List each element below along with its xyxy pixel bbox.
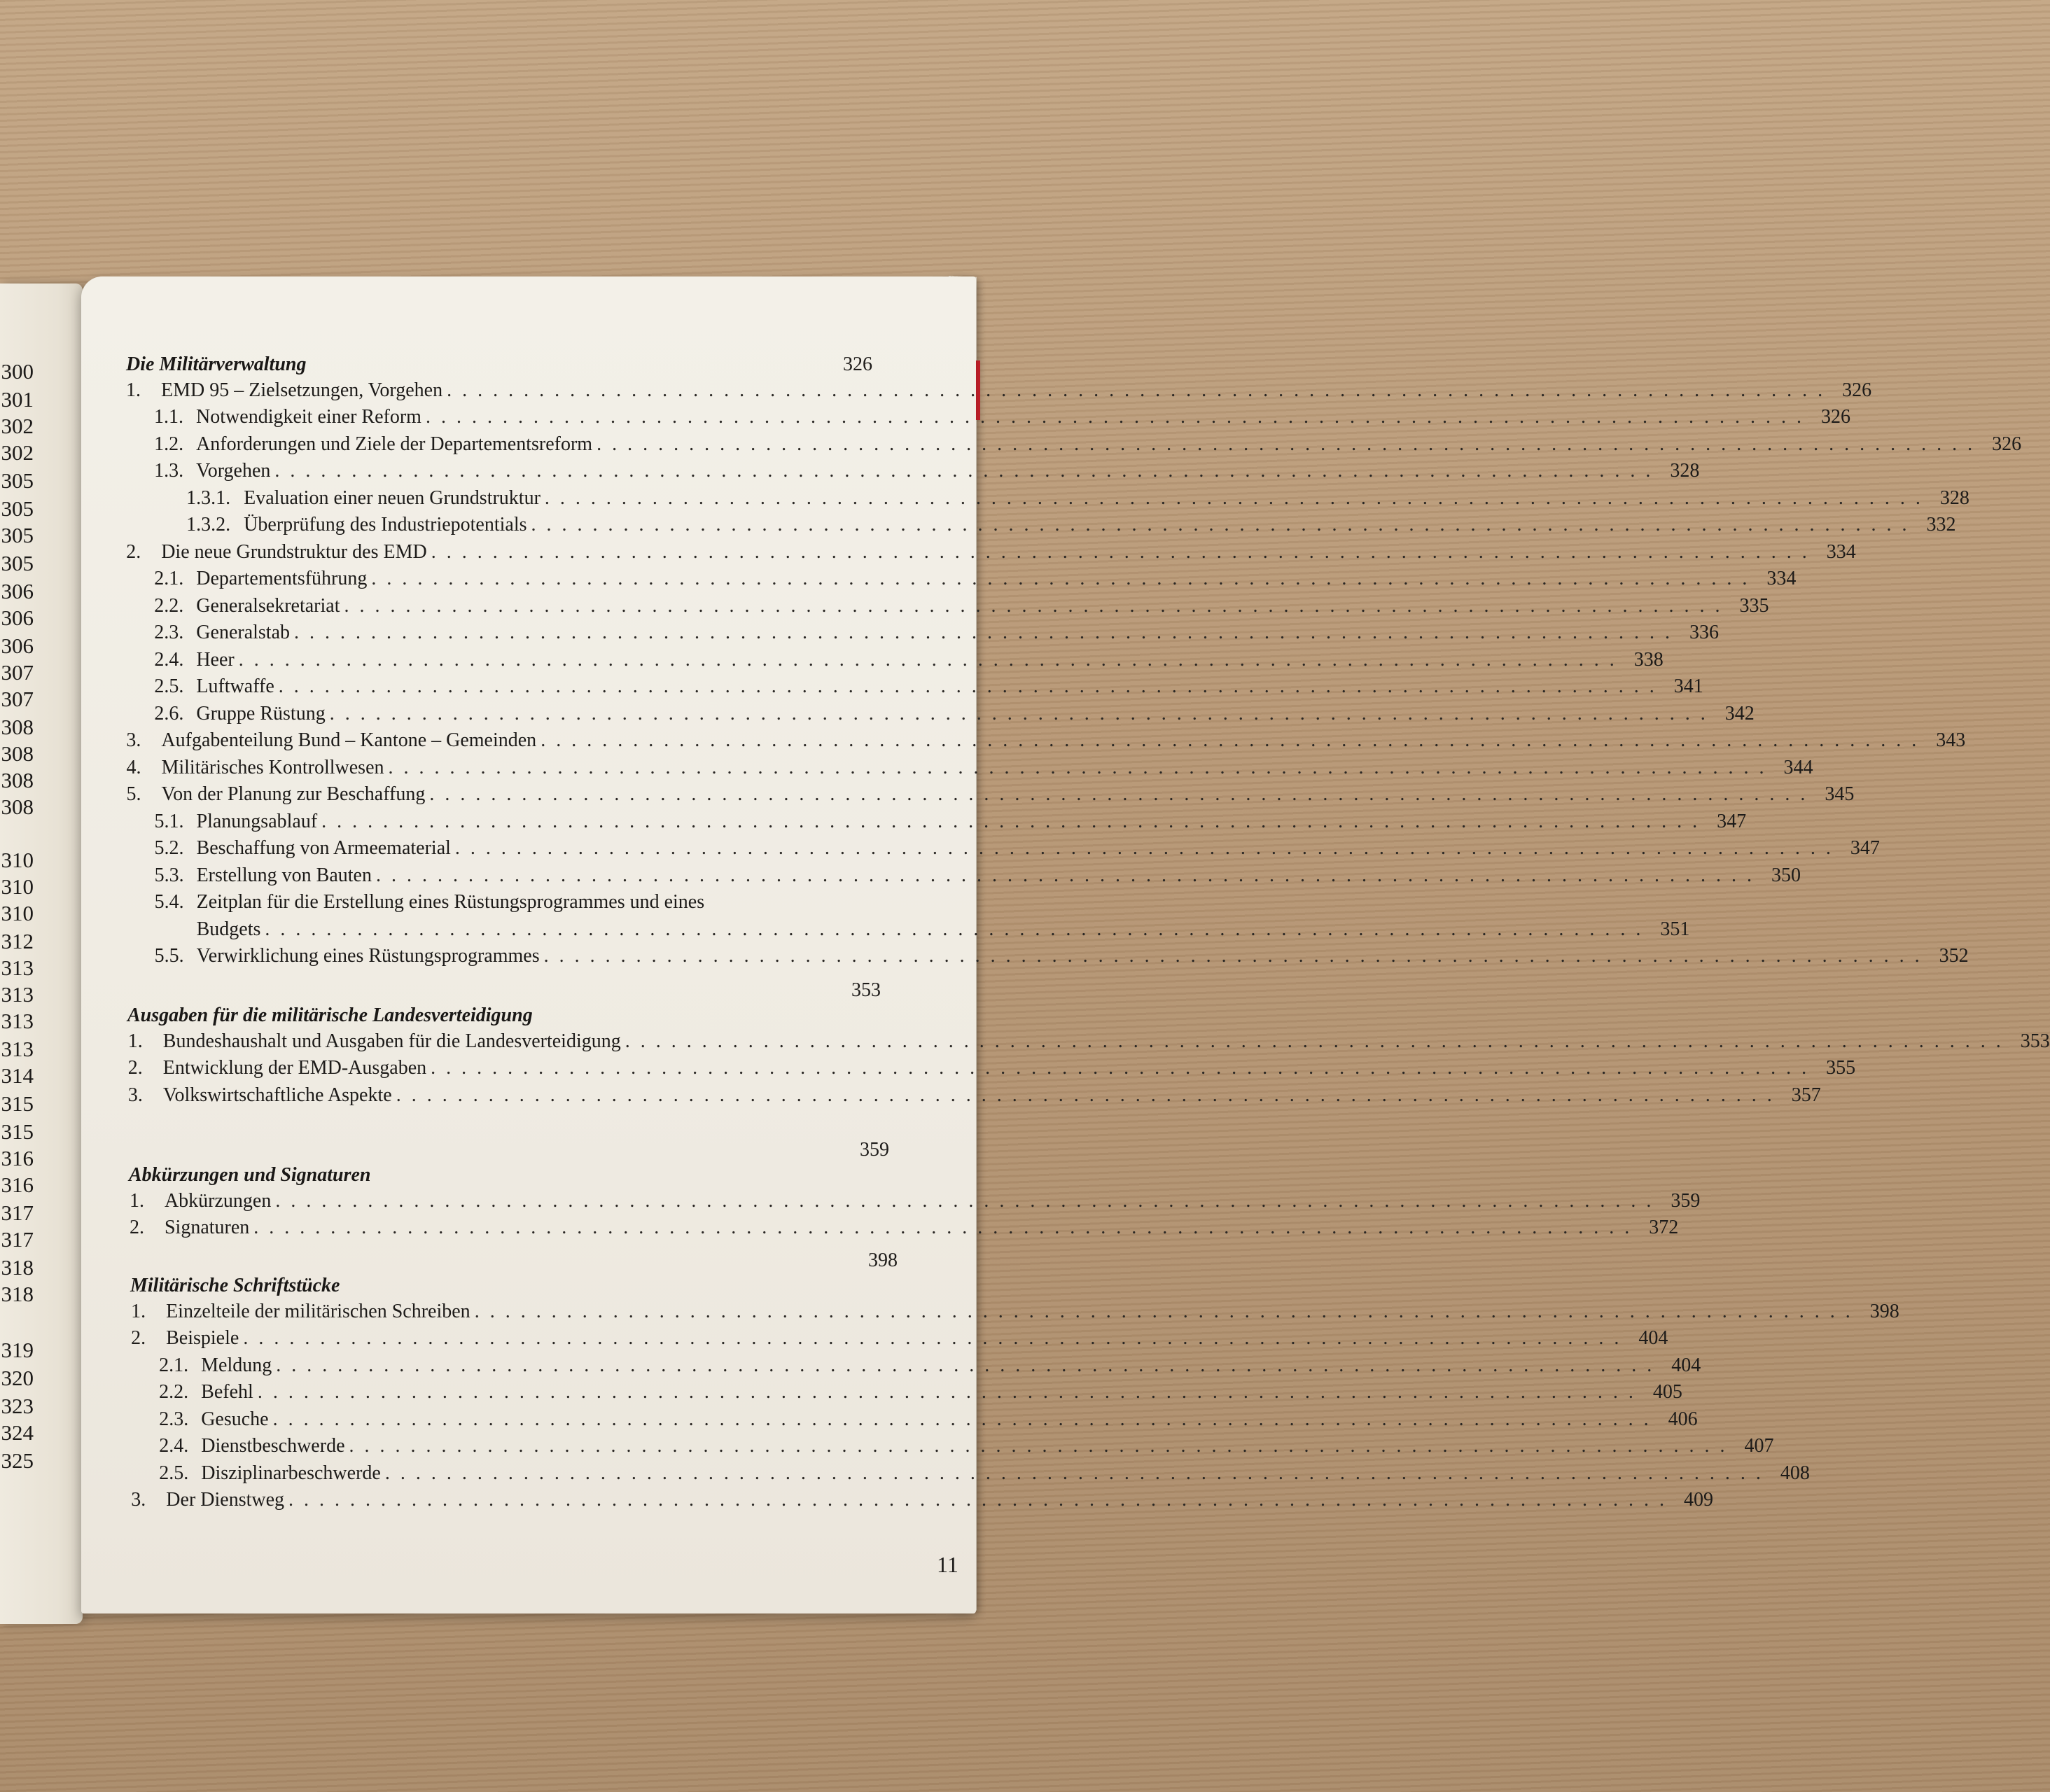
dot-leader: . . . . . . . . . . . . . . . . . . . . . . . . . . . . . . . . . . . . . . . . . . . . . . . . . . . . . . . . . . . . . . . . . . . . . . . . . . . . . . . . . . . . . . . . . . [425, 406, 1804, 428]
toc-entry-number: 1. [126, 379, 141, 401]
left-page-number: 315 [1, 1119, 34, 1144]
toc-entry-text: Evaluation einer neuen Grundstruktur [244, 486, 541, 509]
left-page-number: 310 [1, 874, 34, 899]
dot-leader: . . . . . . . . . . . . . . . . . . . . . . . . . . . . . . . . . . . . . . . . . . . . . . . . . . . . . . . . . . . . . . . . . . . . . . . . . . . . . . . . . . . . . . . . . . [388, 756, 1767, 778]
dot-leader: . . . . . . . . . . . . . . . . . . . . . . . . . . . . . . . . . . . . . . . . . . . . . . . . . . . . . . . . . . . . . . . . . . . . . . . . . . . . . . . . . . . . . . . . . . [454, 837, 1834, 859]
toc-entry-text: Budgets [196, 918, 261, 940]
toc-entry-text: Abkürzungen [164, 1189, 272, 1212]
left-page-number: 317 [1, 1227, 34, 1252]
left-page-number: 320 [1, 1366, 34, 1390]
left-page-number: 308 [1, 794, 34, 819]
left-page-number: 324 [1, 1420, 34, 1445]
toc-entry [154, 648, 1664, 671]
toc-entry-page: 407 [1744, 1435, 1774, 1457]
toc-entry-text: Dienstbeschwerde [201, 1435, 345, 1457]
left-page-number: 308 [1, 768, 34, 792]
toc-entry-text: Verwirklichung eines Rüstungsprogrammes [196, 945, 540, 967]
left-page-number: 313 [1, 1037, 34, 1061]
toc-entry-page: 345 [1825, 783, 1855, 805]
toc-entry-page: 357 [1791, 1084, 1821, 1106]
page-number: 11 [937, 1552, 958, 1577]
toc-entry-text: Der Dienstweg [166, 1489, 285, 1511]
dot-leader: . . . . . . . . . . . . . . . . . . . . . . . . . . . . . . . . . . . . . . . . . . . . . . . . . . . . . . . . . . . . . . . . . . . . . . . . . . . . . . . . . . . . . . . . . . [238, 648, 1617, 671]
dot-leader: . . . . . . . . . . . . . . . . . . . . . . . . . . . . . . . . . . . . . . . . . . . . . . . . . . . . . . . . . . . . . . . . . . . . . . . . . . . . . . . . . . . . . . . . . . [384, 1462, 1764, 1484]
dot-leader: . . . . . . . . . . . . . . . . . . . . . . . . . . . . . . . . . . . . . . . . . . . . . . . . . . . . . . . . . . . . . . . . . . . . . . . . . . . . . . . . . . . . . . . . . . [429, 783, 1808, 805]
toc-entry-text: Meldung [201, 1354, 272, 1376]
dot-leader: . . . . . . . . . . . . . . . . . . . . . . . . . . . . . . . . . . . . . . . . . . . . . . . . . . . . . . . . . . . . . . . . . . . . . . . . . . . . . . . . . . . . . . . . . . [447, 379, 1826, 401]
toc-entry-text: Militärisches Kontrollwesen [161, 756, 384, 778]
toc-entry-number: 2.2. [154, 594, 184, 617]
toc-entry-number: 2.1. [154, 568, 184, 589]
dot-leader: . . . . . . . . . . . . . . . . . . . . . . . . . . . . . . . . . . . . . . . . . . . . . . . . . . . . . . . . . . . . . . . . . . . . . . . . . . . . . . . . . . . . . . . . . . [243, 1327, 1622, 1349]
dot-leader: . . . . . . . . . . . . . . . . . . . . . . . . . . . . . . . . . . . . . . . . . . . . . . . . . . . . . . . . . . . . . . . . . . . . . . . . . . . . . . . . . . . . . . . . . . [349, 1435, 1728, 1457]
left-page-number: 318 [1, 1255, 34, 1280]
toc-entry [127, 1030, 2050, 1052]
right-page [81, 276, 2050, 1614]
left-page-number: 305 [1, 468, 34, 493]
toc-entry [154, 702, 1755, 724]
toc-entry-page: 347 [1717, 810, 1747, 832]
dot-leader: . . . . . . . . . . . . . . . . . . . . . . . . . . . . . . . . . . . . . . . . . . . . . . . . . . . . . . . . . . . . . . . . . . . . . . . . . . . . . . . . . . . . . . . . . . [625, 1030, 2004, 1052]
toc-entry-number: 5.1. [154, 810, 184, 832]
toc-entry [127, 1057, 1856, 1079]
toc-entry-text: EMD 95 – Zielsetzungen, Vorgehen [161, 379, 443, 401]
left-page-number: 323 [1, 1394, 34, 1418]
left-page-number: 301 [1, 387, 34, 412]
dot-leader: . . . . . . . . . . . . . . . . . . . . . . . . . . . . . . . . . . . . . . . . . . . . . . . . . . . . . . . . . . . . . . . . . . . . . . . . . . . . . . . . . . . . . . . . . . [272, 1408, 1652, 1430]
left-page-number: 307 [1, 660, 34, 685]
toc-entry-page: 332 [1926, 514, 1956, 536]
toc-entry [154, 568, 1797, 589]
toc-entry-page: 352 [1939, 945, 1969, 967]
toc-entry [131, 1300, 1899, 1322]
toc-entry-text: Erstellung von Bauten [196, 864, 372, 886]
toc-entry-number: 2.2. [159, 1381, 189, 1403]
toc-entry-page: 326 [1820, 406, 1850, 428]
toc-entry-page: 326 [1842, 379, 1872, 401]
toc-entry-text: Heer [196, 648, 235, 671]
toc-entry-number: 1.3.1. [186, 486, 231, 509]
toc-entry-number: 2.4. [159, 1435, 189, 1457]
toc-entry-text: Beispiele [166, 1327, 239, 1349]
left-page-number: 308 [1, 715, 34, 739]
toc-entry-number: 3. [127, 1084, 143, 1106]
dot-leader: . . . . . . . . . . . . . . . . . . . . . . . . . . . . . . . . . . . . . . . . . . . . . . . . . . . . . . . . . . . . . . . . . . . . . . . . . . . . . . . . . . . . . . . . . . [276, 1354, 1655, 1376]
section-title: Abkürzungen und Signaturen [129, 1164, 371, 1186]
toc-entry-number: 1.3.2. [186, 514, 231, 536]
section-title: Ausgaben für die militärische Landesverteidigung [127, 1004, 533, 1026]
toc-entry [154, 433, 2022, 455]
toc-entry [154, 864, 1801, 886]
dot-leader: . . . . . . . . . . . . . . . . . . . . . . . . . . . . . . . . . . . . . . . . . . . . . . . . . . . . . . . . . . . . . . . . . . . . . . . . . . . . . . . . . . . . . . . . . . [288, 1489, 1668, 1511]
toc-entry-number: 5.2. [154, 837, 184, 859]
toc-entry-number: 1. [131, 1300, 146, 1322]
toc-entry-text: Die neue Grundstruktur des EMD [161, 540, 427, 563]
toc-entry [126, 540, 1856, 563]
toc-entry-text: Signaturen [164, 1217, 250, 1238]
dot-leader: . . . . . . . . . . . . . . . . . . . . . . . . . . . . . . . . . . . . . . . . . . . . . . . . . . . . . . . . . . . . . . . . . . . . . . . . . . . . . . . . . . . . . . . . . . [544, 486, 1923, 509]
toc-entry [154, 594, 1769, 617]
toc-entry-number: 5.5. [154, 945, 184, 967]
toc-entry-page: 342 [1724, 702, 1755, 724]
toc-entry-page: 355 [1826, 1057, 1856, 1079]
toc-entry [159, 1381, 1682, 1403]
toc-entry-page: 409 [1684, 1489, 1714, 1511]
toc-entry [126, 379, 1872, 401]
toc-entry-text: Luftwaffe [196, 676, 274, 697]
dot-leader: . . . . . . . . . . . . . . . . . . . . . . . . . . . . . . . . . . . . . . . . . . . . . . . . . . . . . . . . . . . . . . . . . . . . . . . . . . . . . . . . . . . . . . . . . . [543, 945, 1923, 967]
toc-entry-number: 5.3. [154, 864, 184, 886]
toc-entry [154, 622, 1720, 643]
toc-entry [159, 1462, 1810, 1484]
toc-entry-page: 328 [1939, 486, 1969, 509]
toc-entry [186, 486, 1969, 509]
left-page [0, 284, 83, 1624]
toc-entry-number: 2. [126, 540, 141, 563]
toc-entry-number: 1. [127, 1030, 143, 1052]
section-page-number: 353 [851, 979, 881, 1001]
toc-entry-number: 1.1. [154, 406, 184, 428]
left-page-number: 302 [1, 414, 34, 438]
left-page-number: 310 [1, 848, 34, 872]
toc-entry [129, 1189, 1701, 1212]
left-page-number: 310 [1, 901, 34, 925]
toc-entry-text: Aufgabenteilung Bund – Kantone – Gemeinden [161, 729, 537, 751]
toc-entry-page: 334 [1826, 540, 1856, 563]
toc-entry-text: Notwendigkeit einer Reform [196, 406, 421, 428]
toc-entry-page: 335 [1739, 594, 1769, 617]
dot-leader: . . . . . . . . . . . . . . . . . . . . . . . . . . . . . . . . . . . . . . . . . . . . . . . . . . . . . . . . . . . . . . . . . . . . . . . . . . . . . . . . . . . . . . . . . . [294, 622, 1673, 643]
toc-entry [126, 783, 1855, 805]
section-title: Die Militärverwaltung [126, 354, 307, 375]
dot-leader: . . . . . . . . . . . . . . . . . . . . . . . . . . . . . . . . . . . . . . . . . . . . . . . . . . . . . . . . . . . . . . . . . . . . . . . . . . . . . . . . . . . . . . . . . . [257, 1381, 1636, 1403]
toc-entry [154, 406, 1850, 428]
toc-entry-text: Generalsekretariat [196, 594, 340, 617]
left-page-number: 302 [1, 440, 34, 465]
left-page-number: 313 [1, 955, 34, 980]
dot-leader: . . . . . . . . . . . . . . . . . . . . . . . . . . . . . . . . . . . . . . . . . . . . . . . . . . . . . . . . . . . . . . . . . . . . . . . . . . . . . . . . . . . . . . . . . . [274, 460, 1654, 482]
toc-entry-page: 398 [1869, 1300, 1899, 1322]
left-page-number: 305 [1, 551, 34, 575]
left-page-number: 316 [1, 1146, 34, 1170]
dot-leader: . . . . . . . . . . . . . . . . . . . . . . . . . . . . . . . . . . . . . . . . . . . . . . . . . . . . . . . . . . . . . . . . . . . . . . . . . . . . . . . . . . . . . . . . . . [431, 540, 1810, 563]
left-page-number: 319 [1, 1338, 34, 1362]
dot-leader: . . . . . . . . . . . . . . . . . . . . . . . . . . . . . . . . . . . . . . . . . . . . . . . . . . . . . . . . . . . . . . . . . . . . . . . . . . . . . . . . . . . . . . . . . . [597, 433, 1976, 455]
toc-entry-text: Gesuche [201, 1408, 269, 1430]
toc-entry-page: 326 [1992, 433, 2022, 455]
left-page-number: 307 [1, 687, 34, 711]
left-page-number: 300 [1, 359, 34, 384]
dot-leader: . . . . . . . . . . . . . . . . . . . . . . . . . . . . . . . . . . . . . . . . . . . . . . . . . . . . . . . . . . . . . . . . . . . . . . . . . . . . . . . . . . . . . . . . . . [344, 594, 1723, 617]
toc-entry-page: 405 [1652, 1381, 1682, 1403]
toc-entry [155, 918, 1690, 940]
toc-entry-page: 406 [1668, 1408, 1698, 1430]
left-page-number: 308 [1, 741, 34, 766]
left-page-number: 316 [1, 1172, 34, 1197]
toc-entry-number: 3. [126, 729, 141, 751]
left-page-number: 318 [1, 1282, 34, 1306]
toc-entry-page: 343 [1936, 729, 1966, 751]
toc-entry-page: 347 [1850, 837, 1880, 859]
toc-entry-number: 2. [129, 1217, 144, 1238]
toc-entry-number: 1.2. [154, 433, 184, 455]
toc-entry-text: Überprüfung des Industriepotentials [244, 514, 527, 536]
toc-entry [159, 1408, 1698, 1430]
toc-entry-text: Gruppe Rüstung [196, 702, 326, 724]
toc-entry-page: 350 [1771, 864, 1801, 886]
dot-leader: . . . . . . . . . . . . . . . . . . . . . . . . . . . . . . . . . . . . . . . . . . . . . . . . . . . . . . . . . . . . . . . . . . . . . . . . . . . . . . . . . . . . . . . . . . [541, 729, 1920, 751]
toc-entry-page: 359 [1671, 1189, 1701, 1212]
toc-entry [159, 1435, 1774, 1457]
toc-entry-text: Planungsablauf [196, 810, 318, 832]
left-page-number: 314 [1, 1063, 34, 1088]
toc-entry-number: 3. [131, 1489, 146, 1511]
left-page-number: 306 [1, 634, 34, 658]
toc-entry-page: 336 [1689, 622, 1720, 643]
toc-entry-page: 341 [1673, 676, 1703, 697]
left-page-number: 306 [1, 579, 34, 603]
toc-entry-number: 2. [127, 1057, 143, 1079]
toc-entry-number: 2.4. [154, 648, 184, 671]
toc-entry [126, 729, 1966, 751]
toc-entry-number: 2.3. [154, 622, 184, 643]
toc-entry-number: 1. [129, 1189, 144, 1212]
dot-leader: . . . . . . . . . . . . . . . . . . . . . . . . . . . . . . . . . . . . . . . . . . . . . . . . . . . . . . . . . . . . . . . . . . . . . . . . . . . . . . . . . . . . . . . . . . [275, 1189, 1654, 1212]
dot-leader: . . . . . . . . . . . . . . . . . . . . . . . . . . . . . . . . . . . . . . . . . . . . . . . . . . . . . . . . . . . . . . . . . . . . . . . . . . . . . . . . . . . . . . . . . . [531, 514, 1910, 536]
toc-entry-number: 2.1. [159, 1354, 189, 1376]
toc-entry-page: 353 [2020, 1030, 2050, 1052]
toc-entry-number: 2.3. [159, 1408, 189, 1430]
toc-entry-text: Bundeshaushalt und Ausgaben für die Landesverteidigung [162, 1030, 621, 1052]
toc-entry-number: 2.5. [154, 676, 184, 697]
toc-entry-text: Volkswirtschaftliche Aspekte [162, 1084, 392, 1106]
toc-entry-number: 2.5. [159, 1462, 189, 1484]
toc-entry [154, 945, 1969, 967]
toc-entry [129, 1217, 1679, 1238]
toc-entry-number: 5.4. [154, 891, 184, 913]
toc-entry-number: 5. [126, 783, 141, 805]
dot-leader: . . . . . . . . . . . . . . . . . . . . . . . . . . . . . . . . . . . . . . . . . . . . . . . . . . . . . . . . . . . . . . . . . . . . . . . . . . . . . . . . . . . . . . . . . . [321, 810, 1701, 832]
left-page-number: 315 [1, 1091, 34, 1116]
dot-leader: . . . . . . . . . . . . . . . . . . . . . . . . . . . . . . . . . . . . . . . . . . . . . . . . . . . . . . . . . . . . . . . . . . . . . . . . . . . . . . . . . . . . . . . . . . [329, 702, 1708, 724]
left-page-number: 312 [1, 929, 34, 953]
toc-entry-number: 1.3. [154, 460, 184, 482]
left-page-number: 305 [1, 523, 34, 547]
toc-entry-text: Einzelteile der militärischen Schreiben [166, 1300, 470, 1322]
toc-entry [154, 810, 1747, 832]
toc-entry-text: Generalstab [196, 622, 291, 643]
left-page-number: 306 [1, 606, 34, 630]
left-page-number: 313 [1, 1009, 34, 1033]
toc-entry-text: Befehl [201, 1381, 253, 1403]
toc-entry-page: 408 [1780, 1462, 1810, 1484]
section-page-number: 359 [860, 1139, 889, 1161]
toc-entry-page: 338 [1633, 648, 1664, 671]
toc-entry-text: Vorgehen [196, 460, 271, 482]
toc-entry [154, 676, 1703, 697]
toc-entry-page: 351 [1660, 918, 1690, 940]
toc-entry [126, 756, 1813, 778]
left-page-number: 313 [1, 982, 34, 1007]
toc-entry-text: Entwicklung der EMD-Ausgaben [162, 1057, 427, 1079]
toc-entry-page: 344 [1783, 756, 1813, 778]
toc-entry-page: 404 [1671, 1354, 1701, 1376]
dot-leader: . . . . . . . . . . . . . . . . . . . . . . . . . . . . . . . . . . . . . . . . . . . . . . . . . . . . . . . . . . . . . . . . . . . . . . . . . . . . . . . . . . . . . . . . . . [474, 1300, 1853, 1322]
dot-leader: . . . . . . . . . . . . . . . . . . . . . . . . . . . . . . . . . . . . . . . . . . . . . . . . . . . . . . . . . . . . . . . . . . . . . . . . . . . . . . . . . . . . . . . . . . [371, 568, 1750, 589]
dot-leader: . . . . . . . . . . . . . . . . . . . . . . . . . . . . . . . . . . . . . . . . . . . . . . . . . . . . . . . . . . . . . . . . . . . . . . . . . . . . . . . . . . . . . . . . . . [396, 1084, 1775, 1106]
toc-entry-number: 4. [126, 756, 141, 778]
toc-entry-text: Anforderungen und Ziele der Departementsreform [196, 433, 593, 455]
toc-entry-line [155, 892, 874, 912]
left-page-number: 305 [1, 496, 34, 521]
dot-leader: . . . . . . . . . . . . . . . . . . . . . . . . . . . . . . . . . . . . . . . . . . . . . . . . . . . . . . . . . . . . . . . . . . . . . . . . . . . . . . . . . . . . . . . . . . [375, 864, 1755, 886]
toc-entry-text: Disziplinarbeschwerde [201, 1462, 381, 1484]
toc-entry [127, 1084, 1821, 1106]
toc-entry-text: Departementsführung [196, 568, 368, 589]
toc-entry-number: 2. [131, 1327, 146, 1349]
toc-entry [159, 1354, 1701, 1376]
toc-entry-page: 328 [1670, 460, 1700, 482]
section-page-number: 398 [868, 1250, 898, 1271]
toc-entry [154, 837, 1880, 859]
toc-entry-number: 2.6. [154, 702, 184, 724]
dot-leader: . . . . . . . . . . . . . . . . . . . . . . . . . . . . . . . . . . . . . . . . . . . . . . . . . . . . . . . . . . . . . . . . . . . . . . . . . . . . . . . . . . . . . . . . . . [265, 918, 1644, 940]
toc-entry-text: Zeitplan für die Erstellung eines Rüstungsprogrammes und eines [196, 891, 705, 913]
section-page-number: 326 [843, 354, 872, 375]
toc-entry-page: 372 [1649, 1217, 1679, 1238]
left-page-number: 325 [1, 1448, 34, 1473]
section-title: Militärische Schriftstücke [130, 1275, 340, 1296]
dot-leader: . . . . . . . . . . . . . . . . . . . . . . . . . . . . . . . . . . . . . . . . . . . . . . . . . . . . . . . . . . . . . . . . . . . . . . . . . . . . . . . . . . . . . . . . . . [431, 1057, 1810, 1079]
dot-leader: . . . . . . . . . . . . . . . . . . . . . . . . . . . . . . . . . . . . . . . . . . . . . . . . . . . . . . . . . . . . . . . . . . . . . . . . . . . . . . . . . . . . . . . . . . [253, 1217, 1633, 1238]
dot-leader: . . . . . . . . . . . . . . . . . . . . . . . . . . . . . . . . . . . . . . . . . . . . . . . . . . . . . . . . . . . . . . . . . . . . . . . . . . . . . . . . . . . . . . . . . . [278, 676, 1657, 697]
toc-entry [186, 514, 1956, 536]
toc-entry [131, 1489, 1714, 1511]
toc-entry [154, 460, 1700, 482]
toc-entry [131, 1327, 1668, 1349]
toc-entry-page: 404 [1638, 1327, 1668, 1349]
toc-entry-text: Von der Planung zur Beschaffung [161, 783, 426, 805]
toc-entry-text: Beschaffung von Armeematerial [196, 837, 451, 859]
toc-entry-page: 334 [1766, 568, 1797, 589]
left-page-number: 317 [1, 1200, 34, 1225]
